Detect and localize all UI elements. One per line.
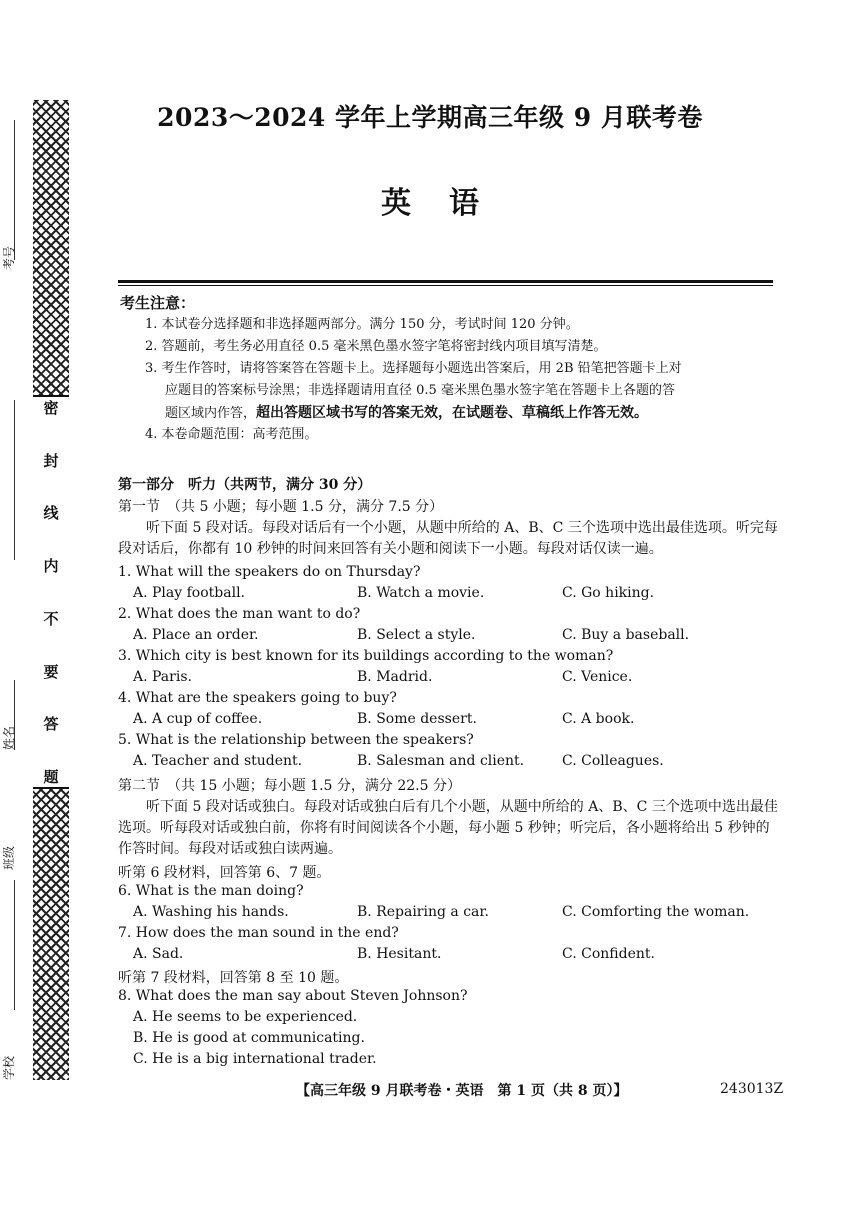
strip-char: 内 bbox=[43, 557, 59, 576]
question-7: 7. How does the man sound in the end? bbox=[118, 925, 399, 941]
page-footer: 【高三年级 9 月联考卷・英语 第 1 页（共 8 页）】 bbox=[296, 1083, 628, 1099]
subject-title: 英语 bbox=[381, 186, 517, 221]
exam-code: 243013Z bbox=[720, 1081, 784, 1097]
side-label-exam-number: 考号 bbox=[2, 245, 16, 270]
option-a: A. Play football. bbox=[133, 585, 245, 601]
option-c: C. He is a big international trader. bbox=[133, 1051, 377, 1067]
option-c: C. A book. bbox=[562, 711, 635, 727]
side-fill-line bbox=[14, 400, 15, 560]
header-rule-thick bbox=[118, 280, 773, 283]
option-a: A. Place an order. bbox=[133, 627, 259, 643]
material-7-heading: 听第 7 段材料，回答第 8 至 10 题。 bbox=[118, 970, 349, 986]
question-3: 3. Which city is best known for its buildings according to the woman? bbox=[118, 648, 614, 664]
option-b: B. He is good at communicating. bbox=[133, 1030, 365, 1046]
side-label-class: 班级 bbox=[2, 845, 16, 870]
option-c: C. Go hiking. bbox=[562, 585, 655, 601]
note-3c bbox=[165, 402, 790, 425]
section-2-instructions: 听下面 5 段对话或独白。每段对话或独白后有几个小题，从题中所给的 A、B、C 三个选项中选出最佳选项。听每段对话或独白前，你将有时间阅读各个小题，每小题 5 秒钟；听完后，各小题将给出 5 秒钟的作答时间。每段对话或独白读两遍。 bbox=[118, 799, 778, 857]
strip-char: 线 bbox=[43, 504, 59, 523]
note-4: 4. 本卷命题范围：高考范围。 bbox=[145, 427, 318, 442]
material-6-heading: 听第 6 段材料，回答第 6、7 题。 bbox=[118, 865, 331, 881]
option-c: C. Confident. bbox=[562, 946, 655, 962]
header-rule-thin bbox=[118, 285, 773, 286]
option-a: A. A cup of coffee. bbox=[133, 711, 263, 727]
question-8: 8. What does the man say about Steven Johnson? bbox=[118, 988, 468, 1004]
side-fill-line bbox=[14, 880, 15, 1010]
note-2: 2. 答题前，考生务必用直径 0.5 毫米黑色墨水签字笔将密封线内项目填写清楚。 bbox=[145, 339, 607, 354]
option-a: A. Sad. bbox=[133, 946, 184, 962]
option-c: C. Buy a baseball. bbox=[562, 627, 690, 643]
side-label-name: 姓名 bbox=[2, 725, 16, 750]
part-1-heading: 第一部分 听力（共两节，满分 30 分） bbox=[118, 477, 372, 493]
option-b: B. Some dessert. bbox=[357, 711, 477, 727]
binding-strip-text bbox=[33, 395, 69, 789]
option-b: B. Madrid. bbox=[357, 669, 433, 685]
note-1: 1. 本试卷分选择题和非选择题两部分。满分 150 分，考试时间 120 分钟。 bbox=[145, 317, 579, 332]
option-b: B. Select a style. bbox=[357, 627, 476, 643]
exam-title: 2023～2024 学年上学期高三年级 9 月联考卷 bbox=[157, 103, 703, 132]
option-c: C. Colleagues. bbox=[562, 753, 664, 769]
option-b: B. Salesman and client. bbox=[357, 753, 525, 769]
question-4: 4. What are the speakers going to buy? bbox=[118, 690, 397, 706]
strip-char: 题 bbox=[43, 767, 59, 786]
question-1: 1. What will the speakers do on Thursday? bbox=[118, 564, 421, 580]
strip-char: 密 bbox=[43, 399, 59, 417]
section-2-heading: 第二节 （共 15 小题；每小题 1.5 分，满分 22.5 分） bbox=[118, 778, 461, 794]
section-1-instructions: 听下面 5 段对话。每段对话后有一个小题，从题中所给的 A、B、C 三个选项中选出最佳选项。听完每段对话后，你都有 10 秒钟的时间来回答有关小题和阅读下一小题。每段对话仅读一遍。 bbox=[118, 520, 778, 557]
strip-char: 封 bbox=[43, 451, 59, 470]
option-a: A. Teacher and student. bbox=[133, 753, 303, 769]
notes-heading: 考生注意： bbox=[120, 294, 196, 312]
option-b: B. Watch a movie. bbox=[357, 585, 485, 601]
option-b: B. Hesitant. bbox=[357, 946, 442, 962]
option-a: A. Paris. bbox=[133, 669, 192, 685]
note-3b: 应题目的答案标号涂黑；非选择题请用直径 0.5 毫米黑色墨水签字笔在答题卡上各题的答 bbox=[165, 383, 675, 398]
question-5: 5. What is the relationship between the speakers? bbox=[118, 732, 474, 748]
strip-char: 答 bbox=[43, 715, 59, 734]
option-c: C. Venice. bbox=[562, 669, 633, 685]
note-3c-emphasis: 超出答题区域书写的答案无效，在试题卷、草稿纸上作答无效。 bbox=[256, 405, 649, 421]
option-b: B. Repairing a car. bbox=[357, 904, 489, 920]
side-label-school: 学校 bbox=[2, 1055, 16, 1080]
section-1-heading: 第一节 （共 5 小题；每小题 1.5 分，满分 7.5 分） bbox=[118, 499, 444, 515]
note-3a: 3. 考生作答时，请将答案答在答题卡上。选择题每小题选出答案后，用 2B 铅笔把答题卡上对 bbox=[145, 361, 682, 376]
strip-char: 要 bbox=[43, 662, 59, 681]
option-a: A. Washing his hands. bbox=[133, 904, 289, 920]
option-c: C. Comforting the woman. bbox=[562, 904, 750, 920]
note-3c-normal: 题区域内作答， bbox=[165, 406, 257, 421]
question-6: 6. What is the man doing? bbox=[118, 883, 304, 899]
strip-char: 不 bbox=[43, 609, 59, 628]
question-2: 2. What does the man want to do? bbox=[118, 606, 361, 622]
option-a: A. He seems to be experienced. bbox=[133, 1009, 358, 1025]
